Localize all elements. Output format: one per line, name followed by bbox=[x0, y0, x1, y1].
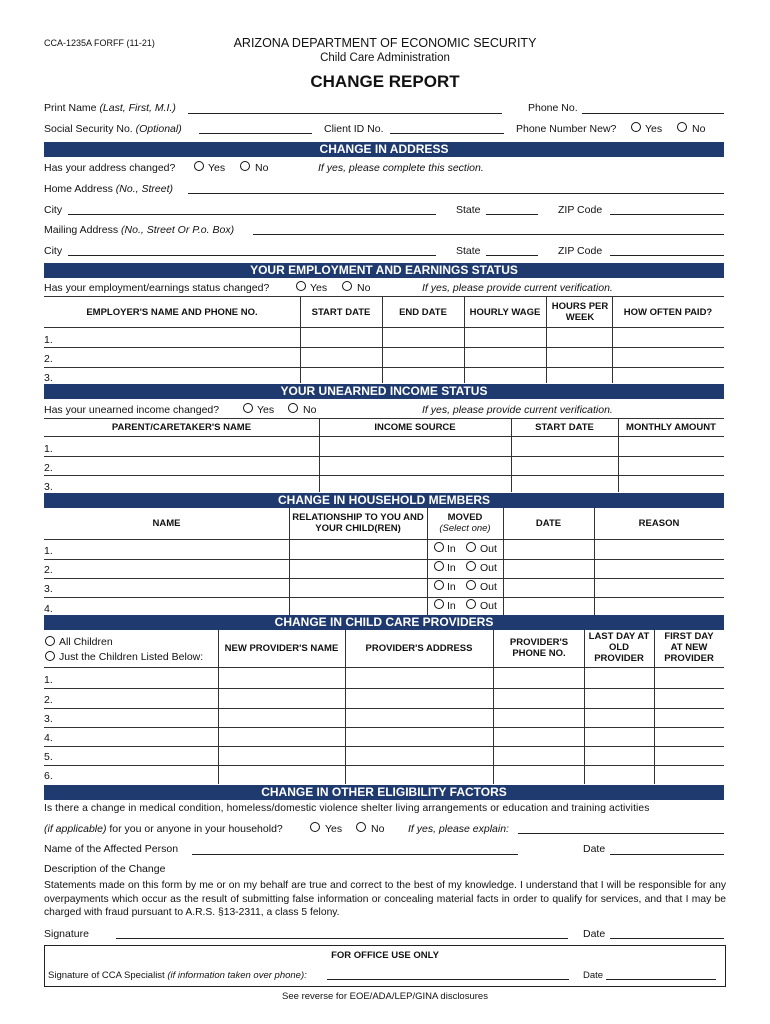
phone-field[interactable] bbox=[582, 113, 724, 114]
col-moved: MOVED bbox=[447, 512, 483, 523]
moved-in-radio[interactable] bbox=[434, 542, 444, 552]
mailing-zip-field[interactable] bbox=[610, 255, 724, 256]
home-address-field[interactable] bbox=[188, 193, 724, 194]
phone-new-no-label: No bbox=[692, 123, 706, 135]
moved-in-label: In bbox=[447, 581, 456, 593]
phone-new-no-radio[interactable] bbox=[677, 122, 687, 132]
col-last-day: LAST DAY AT OLD PROVIDER bbox=[588, 631, 650, 664]
col-hours-per-week: HOURS PER WEEK bbox=[551, 301, 609, 323]
moved-out-label: Out bbox=[480, 562, 497, 574]
col-parent-name: PARENT/CARETAKER'S NAME bbox=[111, 422, 252, 433]
col-date: DATE bbox=[535, 518, 562, 529]
table-row: 3. bbox=[44, 583, 53, 595]
ssn-label: Social Security No. (Optional) bbox=[44, 123, 182, 135]
mailing-state-label: State bbox=[456, 245, 481, 257]
mailing-city-field[interactable] bbox=[68, 255, 436, 256]
unearned-section-bar: YOUR UNEARNED INCOME STATUS bbox=[44, 384, 724, 399]
col-income-source: INCOME SOURCE bbox=[374, 422, 456, 433]
table-row: 3. bbox=[44, 372, 53, 384]
table-row: 2. bbox=[44, 694, 53, 706]
other-question-line2: (if applicable) for you or anyone in your household? bbox=[44, 823, 283, 835]
address-yes-label: Yes bbox=[208, 162, 226, 174]
providers-section-bar: CHANGE IN CHILD CARE PROVIDERS bbox=[44, 615, 724, 630]
address-no-label: No bbox=[255, 162, 269, 174]
unearned-instruction: If yes, please provide current verification. bbox=[422, 404, 613, 416]
moved-out-radio[interactable] bbox=[466, 599, 476, 609]
col-hourly-wage: HOURLY WAGE bbox=[469, 307, 541, 318]
office-date-label: Date bbox=[583, 970, 604, 981]
moved-in-radio[interactable] bbox=[434, 599, 444, 609]
moved-in-radio[interactable] bbox=[434, 580, 444, 590]
col-start-date: START DATE bbox=[535, 422, 594, 433]
employment-question: Has your employment/earnings status changed? bbox=[44, 282, 270, 294]
table-row: 5. bbox=[44, 751, 53, 763]
household-section-bar: CHANGE IN HOUSEHOLD MEMBERS bbox=[44, 493, 724, 508]
division-name: Child Care Administration bbox=[320, 52, 450, 64]
mailing-state-field[interactable] bbox=[486, 255, 538, 256]
table-row: 3. bbox=[44, 713, 53, 725]
mailing-address-field[interactable] bbox=[253, 234, 724, 235]
mailing-zip-label: ZIP Code bbox=[558, 245, 603, 257]
specialist-signature-field[interactable] bbox=[327, 979, 569, 980]
listed-children-radio[interactable] bbox=[45, 651, 55, 661]
signature-date-label: Date bbox=[583, 928, 606, 940]
affected-person-label: Name of the Affected Person bbox=[44, 843, 179, 855]
other-question-line1: Is there a change in medical condition, homeless/domestic violence shelter living arrangements or education and training activities bbox=[44, 803, 650, 814]
description-label: Description of the Change bbox=[44, 863, 166, 875]
moved-out-label: Out bbox=[480, 581, 497, 593]
moved-in-label: In bbox=[447, 600, 456, 612]
moved-in-label: In bbox=[447, 562, 456, 574]
table-row: 4. bbox=[44, 603, 53, 615]
col-provider-address: PROVIDER'S ADDRESS bbox=[365, 643, 473, 654]
table-row: 2. bbox=[44, 564, 53, 576]
table-row: 2. bbox=[44, 462, 53, 474]
col-how-often: HOW OFTEN PAID? bbox=[623, 307, 713, 318]
table-row: 1. bbox=[44, 334, 53, 346]
col-start-date: START DATE bbox=[311, 307, 371, 318]
other-section-bar: CHANGE IN OTHER ELIGIBILITY FACTORS bbox=[44, 785, 724, 800]
other-no-label: No bbox=[371, 823, 385, 835]
employment-no-radio[interactable] bbox=[342, 281, 352, 291]
table-row: 1. bbox=[44, 443, 53, 455]
moved-out-label: Out bbox=[480, 543, 497, 555]
address-no-radio[interactable] bbox=[240, 161, 250, 171]
unearned-no-label: No bbox=[303, 404, 317, 416]
other-explain-field[interactable] bbox=[518, 833, 724, 834]
certification-statement: Statements made on this form by me or on my behalf are true and correct to the best of my knowledge. I understand that I will be responsible for any overpayments which occur as the result of submitting false information or concealing material facts in order to qualify for services, and that I may be charged with fraud pursuant to A.R.S. §13-2311, a class 5 felony. bbox=[44, 880, 726, 918]
address-section-bar: CHANGE IN ADDRESS bbox=[44, 142, 724, 157]
employment-yes-radio[interactable] bbox=[296, 281, 306, 291]
home-zip-label: ZIP Code bbox=[558, 204, 603, 216]
col-name: NAME bbox=[152, 518, 181, 529]
moved-in-label: In bbox=[447, 543, 456, 555]
home-state-field[interactable] bbox=[486, 214, 538, 215]
employment-yes-label: Yes bbox=[310, 282, 328, 294]
other-yes-radio[interactable] bbox=[310, 822, 320, 832]
agency-name: ARIZONA DEPARTMENT OF ECONOMIC SECURITY bbox=[233, 36, 537, 50]
home-zip-field[interactable] bbox=[610, 214, 724, 215]
address-yes-radio[interactable] bbox=[194, 161, 204, 171]
col-provider-phone: PROVIDER'S PHONE NO. bbox=[509, 637, 569, 659]
specialist-label: Signature of CCA Specialist (if information taken over phone): bbox=[48, 970, 307, 981]
page-title: CHANGE REPORT bbox=[310, 72, 460, 91]
col-monthly-amount: MONTHLY AMOUNT bbox=[626, 422, 716, 433]
phone-new-yes-radio[interactable] bbox=[631, 122, 641, 132]
affected-date-field[interactable] bbox=[610, 854, 724, 855]
mailing-address-label: Mailing Address (No., Street Or P.o. Box) bbox=[44, 224, 235, 236]
col-end-date: END DATE bbox=[399, 307, 447, 318]
unearned-yes-label: Yes bbox=[257, 404, 275, 416]
phone-new-label: Phone Number New? bbox=[516, 123, 617, 135]
footer-note: See reverse for EOE/ADA/LEP/GINA disclosures bbox=[282, 991, 488, 1002]
home-city-field[interactable] bbox=[68, 214, 436, 215]
client-id-label: Client ID No. bbox=[324, 123, 384, 135]
table-row: 3. bbox=[44, 481, 53, 493]
print-name-label: Print Name (Last, First, M.I.) bbox=[44, 102, 176, 114]
employment-instruction: If yes, please provide current verification. bbox=[422, 282, 613, 294]
signature-label: Signature bbox=[44, 928, 89, 940]
all-children-label: All Children bbox=[59, 636, 113, 648]
home-city-label: City bbox=[44, 204, 63, 216]
table-row: 4. bbox=[44, 732, 53, 744]
affected-date-label: Date bbox=[583, 843, 606, 855]
table-row: 2. bbox=[44, 353, 53, 365]
employment-no-label: No bbox=[357, 282, 371, 294]
employment-section-bar: YOUR EMPLOYMENT AND EARNINGS STATUS bbox=[44, 263, 724, 278]
signature-date-field[interactable] bbox=[610, 938, 724, 939]
moved-in-radio[interactable] bbox=[434, 561, 444, 571]
affected-person-field[interactable] bbox=[192, 854, 518, 855]
table-row: 6. bbox=[44, 770, 53, 782]
ssn-field[interactable] bbox=[199, 133, 312, 134]
col-moved-hint: (Select one) bbox=[439, 523, 491, 534]
moved-out-radio[interactable] bbox=[466, 580, 476, 590]
moved-out-label: Out bbox=[480, 600, 497, 612]
signature-field[interactable] bbox=[116, 938, 568, 939]
moved-out-radio[interactable] bbox=[466, 542, 476, 552]
col-reason: REASON bbox=[638, 518, 680, 529]
office-use-title: FOR OFFICE USE ONLY bbox=[331, 950, 439, 961]
table-row: 1. bbox=[44, 545, 53, 557]
unearned-no-radio[interactable] bbox=[288, 403, 298, 413]
home-state-label: State bbox=[456, 204, 481, 216]
listed-children-label: Just the Children Listed Below: bbox=[59, 651, 204, 663]
address-instruction: If yes, please complete this section. bbox=[318, 162, 484, 174]
home-address-label: Home Address (No., Street) bbox=[44, 183, 173, 195]
col-provider-name: NEW PROVIDER'S NAME bbox=[224, 643, 339, 654]
form-id: CCA-1235A FORFF (11-21) bbox=[44, 38, 155, 48]
other-yes-label: Yes bbox=[325, 823, 343, 835]
col-relationship: RELATIONSHIP TO YOU AND YOUR CHILD(REN) bbox=[292, 512, 424, 534]
other-no-radio[interactable] bbox=[356, 822, 366, 832]
other-explain-label: If yes, please explain: bbox=[408, 823, 509, 835]
moved-out-radio[interactable] bbox=[466, 561, 476, 571]
phone-label: Phone No. bbox=[528, 102, 578, 114]
table-row: 1. bbox=[44, 674, 53, 686]
office-date-field[interactable] bbox=[606, 979, 716, 980]
col-employer: EMPLOYER'S NAME AND PHONE NO. bbox=[86, 307, 258, 318]
client-id-field[interactable] bbox=[390, 133, 504, 134]
unearned-question: Has your unearned income changed? bbox=[44, 404, 220, 416]
unearned-yes-radio[interactable] bbox=[243, 403, 253, 413]
address-changed-question: Has your address changed? bbox=[44, 162, 176, 174]
print-name-field[interactable] bbox=[188, 113, 502, 114]
all-children-radio[interactable] bbox=[45, 636, 55, 646]
mailing-city-label: City bbox=[44, 245, 63, 257]
phone-new-yes-label: Yes bbox=[645, 123, 663, 135]
col-first-day: FIRST DAY AT NEW PROVIDER bbox=[664, 631, 714, 664]
